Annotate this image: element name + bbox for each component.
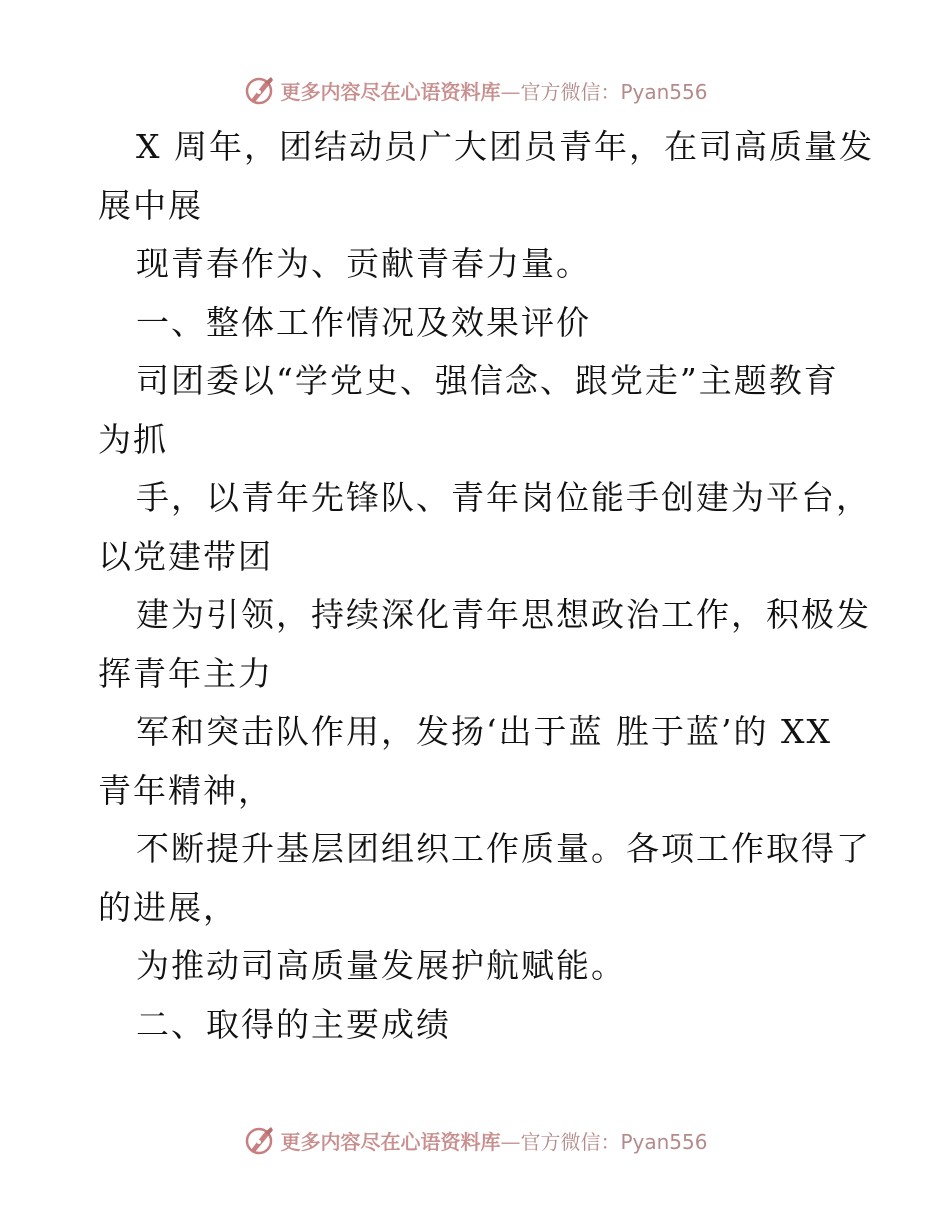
footer-watermark-banner (0, 1120, 950, 1160)
text-line: 展中展 (98, 185, 203, 225)
watermark-dash: — (500, 79, 521, 104)
text-line: 挥青年主力 (98, 653, 273, 693)
text-line: 建为引领，持续深化青年思想政治工作，积极发 (136, 595, 871, 634)
watermark-contact: 官方微信：Pyan556 (520, 1129, 708, 1154)
text-line: 司团委以“学党史、强信念、跟党走”主题教育 (136, 361, 839, 400)
text-line: 青年精神， (98, 770, 273, 810)
text-line: 以党建带团 (98, 536, 273, 576)
pen-nib-circle-icon (242, 73, 276, 107)
text-line: 现青春作为、贡献青春力量。 (136, 244, 591, 283)
document-body (98, 118, 874, 1054)
text-line: X 周年，团结动员广大团员青年，在司高质量发 (136, 127, 874, 166)
text-line: 为推动司高质量发展护航赋能。 (136, 946, 626, 985)
text-line: 的进展， (98, 887, 238, 927)
watermark-text (280, 76, 707, 105)
pen-nib-circle-icon (242, 1123, 276, 1157)
watermark-lead: 更多内容尽在心语资料库 (280, 79, 501, 104)
section-heading: 二、取得的主要成绩 (136, 1004, 451, 1044)
watermark-text (280, 1126, 707, 1155)
text-line: 军和突击队作用，发扬‘出于蓝 胜于蓝’的 XX (136, 712, 832, 751)
watermark-lead: 更多内容尽在心语资料库 (280, 1129, 501, 1154)
text-line: 为抓 (98, 419, 168, 459)
header-watermark-banner (0, 70, 950, 110)
text-line: 手，以青年先锋队、青年岗位能手创建为平台， (136, 478, 871, 517)
section-heading: 一、整体工作情况及效果评价 (136, 302, 591, 342)
watermark-contact: 官方微信：Pyan556 (520, 79, 708, 104)
text-line: 不断提升基层团组织工作质量。各项工作取得了 (136, 829, 871, 868)
watermark-dash: — (500, 1129, 521, 1154)
